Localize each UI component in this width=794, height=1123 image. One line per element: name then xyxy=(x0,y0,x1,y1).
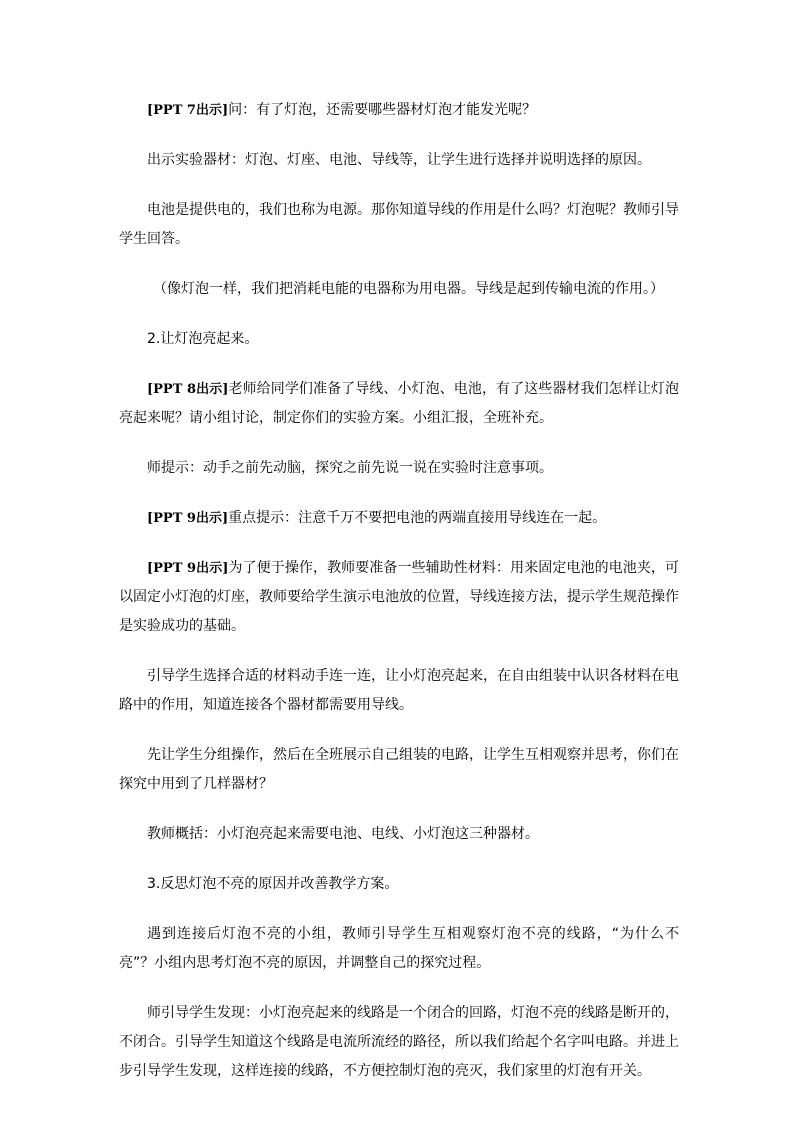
paragraph-text: 2.让灯泡亮起来。 xyxy=(147,331,259,347)
paragraph-text: 3.反思灯泡不亮的原因并改善教学方案。 xyxy=(147,876,399,892)
paragraph-text: 为了便于操作，教师要准备一些辅助性材料：用来固定电池的电池夹，可以固定小灯泡的灯座，教师要给学生演示电池放的位置，导线连接方法，提示学生规范操作是实验成功的基础。 xyxy=(119,560,679,634)
paragraph-5 xyxy=(119,325,679,354)
paragraph-14 xyxy=(119,920,679,978)
paragraph-text: 电池是提供电的，我们也称为电源。那你知道导线的作用是什么吗？灯泡呢？教师引导学生回答。 xyxy=(119,202,679,247)
paragraph-text: （像灯泡一样，我们把消耗电能的电器称为用电器。导线是起到传输电流的作用。） xyxy=(153,281,664,297)
paragraph-text: 遇到连接后灯泡不亮的小组，教师引导学生互相观察灯泡不亮的线路，“为什么不亮”？小组内思考灯泡不亮的原因，并调整自己的探究过程。 xyxy=(119,926,679,971)
paragraph-12 xyxy=(119,820,679,849)
paragraph-9 xyxy=(119,554,679,641)
ppt-tag: [PPT 8出示] xyxy=(147,382,229,397)
paragraph-text: 问：有了灯泡，还需要哪些器材灯泡才能发光呢？ xyxy=(228,102,537,118)
paragraph-text: 老师给同学们准备了导线、小灯泡、电池，有了这些器材我们怎样让灯泡亮起来呢？请小组讨论，制定你们的实验方案。小组汇报，全班补充。 xyxy=(119,381,679,426)
paragraph-13 xyxy=(119,870,679,899)
paragraph-text: 引导学生选择合适的材料动手连一连，让小灯泡亮起来，在自由组装中认识各材料在电路中的作用，知道连接各个器材都需要用导线。 xyxy=(119,668,679,713)
ppt-tag: [PPT 9出示] xyxy=(147,511,229,526)
paragraph-7 xyxy=(119,454,679,483)
paragraph-text: 师引导学生发现：小灯泡亮起来的线路是一个闭合的回路，灯泡不亮的线路是断开的，不闭合。引导学生知道这个线路是电流所流经的路径，所以我们给起个名字叫电路。并进上步引导学生发现，这样连接的线路，不方便控制灯泡的亮灭，我们家里的灯泡有开关。 xyxy=(119,1005,679,1079)
paragraph-2 xyxy=(119,146,679,175)
paragraph-8 xyxy=(119,504,679,533)
paragraph-6 xyxy=(119,375,679,433)
ppt-tag: [PPT 7出示] xyxy=(147,103,229,118)
paragraph-text: 先让学生分组操作，然后在全班展示自己组装的电路，让学生互相观察并思考，你们在探究中用到了几样器材？ xyxy=(119,747,679,792)
paragraph-text: 重点提示：注意千万不要把电池的两端直接用导线连在一起。 xyxy=(228,510,607,526)
paragraph-text: 教师概括：小灯泡亮起来需要电池、电线、小灯泡这三种器材。 xyxy=(147,826,539,842)
paragraph-15 xyxy=(119,999,679,1086)
paragraph-text: 出示实验器材：灯泡、灯座、电池、导线等，让学生进行选择并说明选择的原因。 xyxy=(147,152,651,168)
paragraph-4 xyxy=(119,275,679,304)
paragraph-3 xyxy=(119,196,679,254)
paragraph-1 xyxy=(119,96,679,125)
ppt-tag: [PPT 9出示] xyxy=(147,561,229,576)
paragraph-10 xyxy=(119,662,679,720)
paragraph-text: 师提示：动手之前先动脑，探究之前先说一说在实验时注意事项。 xyxy=(147,460,553,476)
document-body xyxy=(119,96,679,1107)
paragraph-11 xyxy=(119,741,679,799)
